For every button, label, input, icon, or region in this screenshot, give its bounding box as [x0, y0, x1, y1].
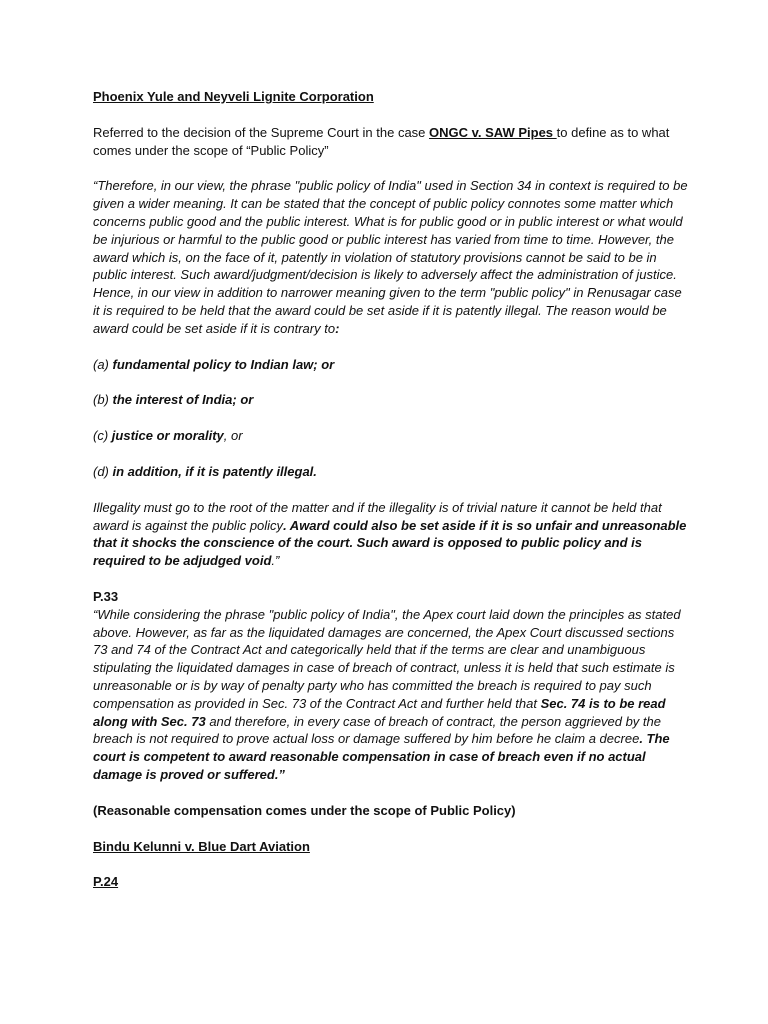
quote-2-part-1: “While considering the phrase "public policy of India", the Apex court laid down the principles as stated above. However, as far as the liquidated damages are concerned, the Apex Court discussed sections 73 and 74 of the Contract Act and categorically held that if the terms are clear and unambiguous stipulating the liquidated damages in case of breach of contract, unless it is held that such estimate is unreasonable or is by way of penalty party who has committed the breach is required to pay such compensation as provided in Sec. 73 of the Contract Act and further held that: [93, 606, 681, 711]
list-item-text: the interest of India; or: [112, 392, 254, 408]
case-heading-bindu: Bindu Kelunni v. Blue Dart Aviation: [93, 838, 310, 854]
quote-2-bold-2: . The court is competent to award reasonable compensation in case of breach even if no actual damage is proved or suffered.”: [93, 731, 670, 782]
quote-1-body: “Therefore, in our view, the phrase "public policy of India" used in Section 34 in context is required to be given a wider meaning. It can be stated that the concept of public policy connotes some matter which concerns public good and the public interest. What is for public good or in public interest or what would be injurious or harmful to the public good or public interest has varied from time to time. However, the award which is, on the face of it, patently in violation of statutory provisions cannot be said to be in public interest. Such award/judgment/decision is likely to adversely affect the administration of justice. Hence, in our view in addition to narrower meaning given to the term "public policy" in Renusagar case it is required to be held that the award could be set aside if it is patently illegal. The reason would be award could be set aside if it is contrary to: [93, 178, 688, 336]
quote-1-end-bold: . Award could also be set aside if it is so unfair and unreasonable that it shocks the conscience of the court. Such award is opposed to public policy and is required to be adjudged void: [93, 517, 687, 569]
list-item-marker: (a): [93, 356, 113, 372]
quote-2-bold-1: Sec. 74 is to be read along with Sec. 73: [93, 695, 666, 729]
intro-text-after: to define as to what comes under the scope of “Public Policy”: [93, 124, 670, 158]
quote-2-part-2: and therefore, in every case of breach of contract, the person aggrieved by the breach is not required to prove actual loss or damage suffered by him before he claim a decree: [93, 713, 661, 747]
quote-1-end-plain: Illegality must go to the root of the matter and if the illegality is of trivial nature it cannot be held that award is against the public policy: [93, 499, 662, 533]
list-item-c: [93, 427, 688, 445]
list-item-marker: (c): [93, 428, 112, 444]
list-item-a: [93, 356, 688, 374]
list-item-b: [93, 391, 688, 409]
list-item-suffix: , or: [223, 428, 243, 444]
quote-paragraph-2: [93, 606, 688, 784]
list-item-marker: (d): [93, 463, 113, 479]
section-label-p24: P.24: [93, 874, 119, 890]
list-item-text: justice or morality: [111, 428, 224, 444]
case-name-ongc: ONGC v. SAW Pipes: [429, 124, 557, 140]
section-label-p33: P.33: [93, 588, 119, 604]
list-item-text: fundamental policy to Indian law; or: [112, 356, 335, 372]
intro-paragraph: [93, 124, 688, 160]
quote-1-colon: :: [335, 320, 340, 336]
quote-paragraph-1-end: [93, 499, 688, 570]
list-item-marker: (b): [93, 392, 113, 408]
intro-text-before: Referred to the decision of the Supreme Court in the case: [93, 124, 430, 140]
list-item-text: in addition, if it is patently illegal.: [112, 463, 317, 479]
list-item-d: [93, 463, 688, 481]
document-heading: Phoenix Yule and Neyveli Lignite Corporation: [93, 89, 374, 104]
quote-1-end-close: .”: [271, 553, 280, 569]
quote-paragraph-1: [93, 177, 688, 337]
note-paragraph: (Reasonable compensation comes under the scope of Public Policy): [93, 802, 516, 818]
